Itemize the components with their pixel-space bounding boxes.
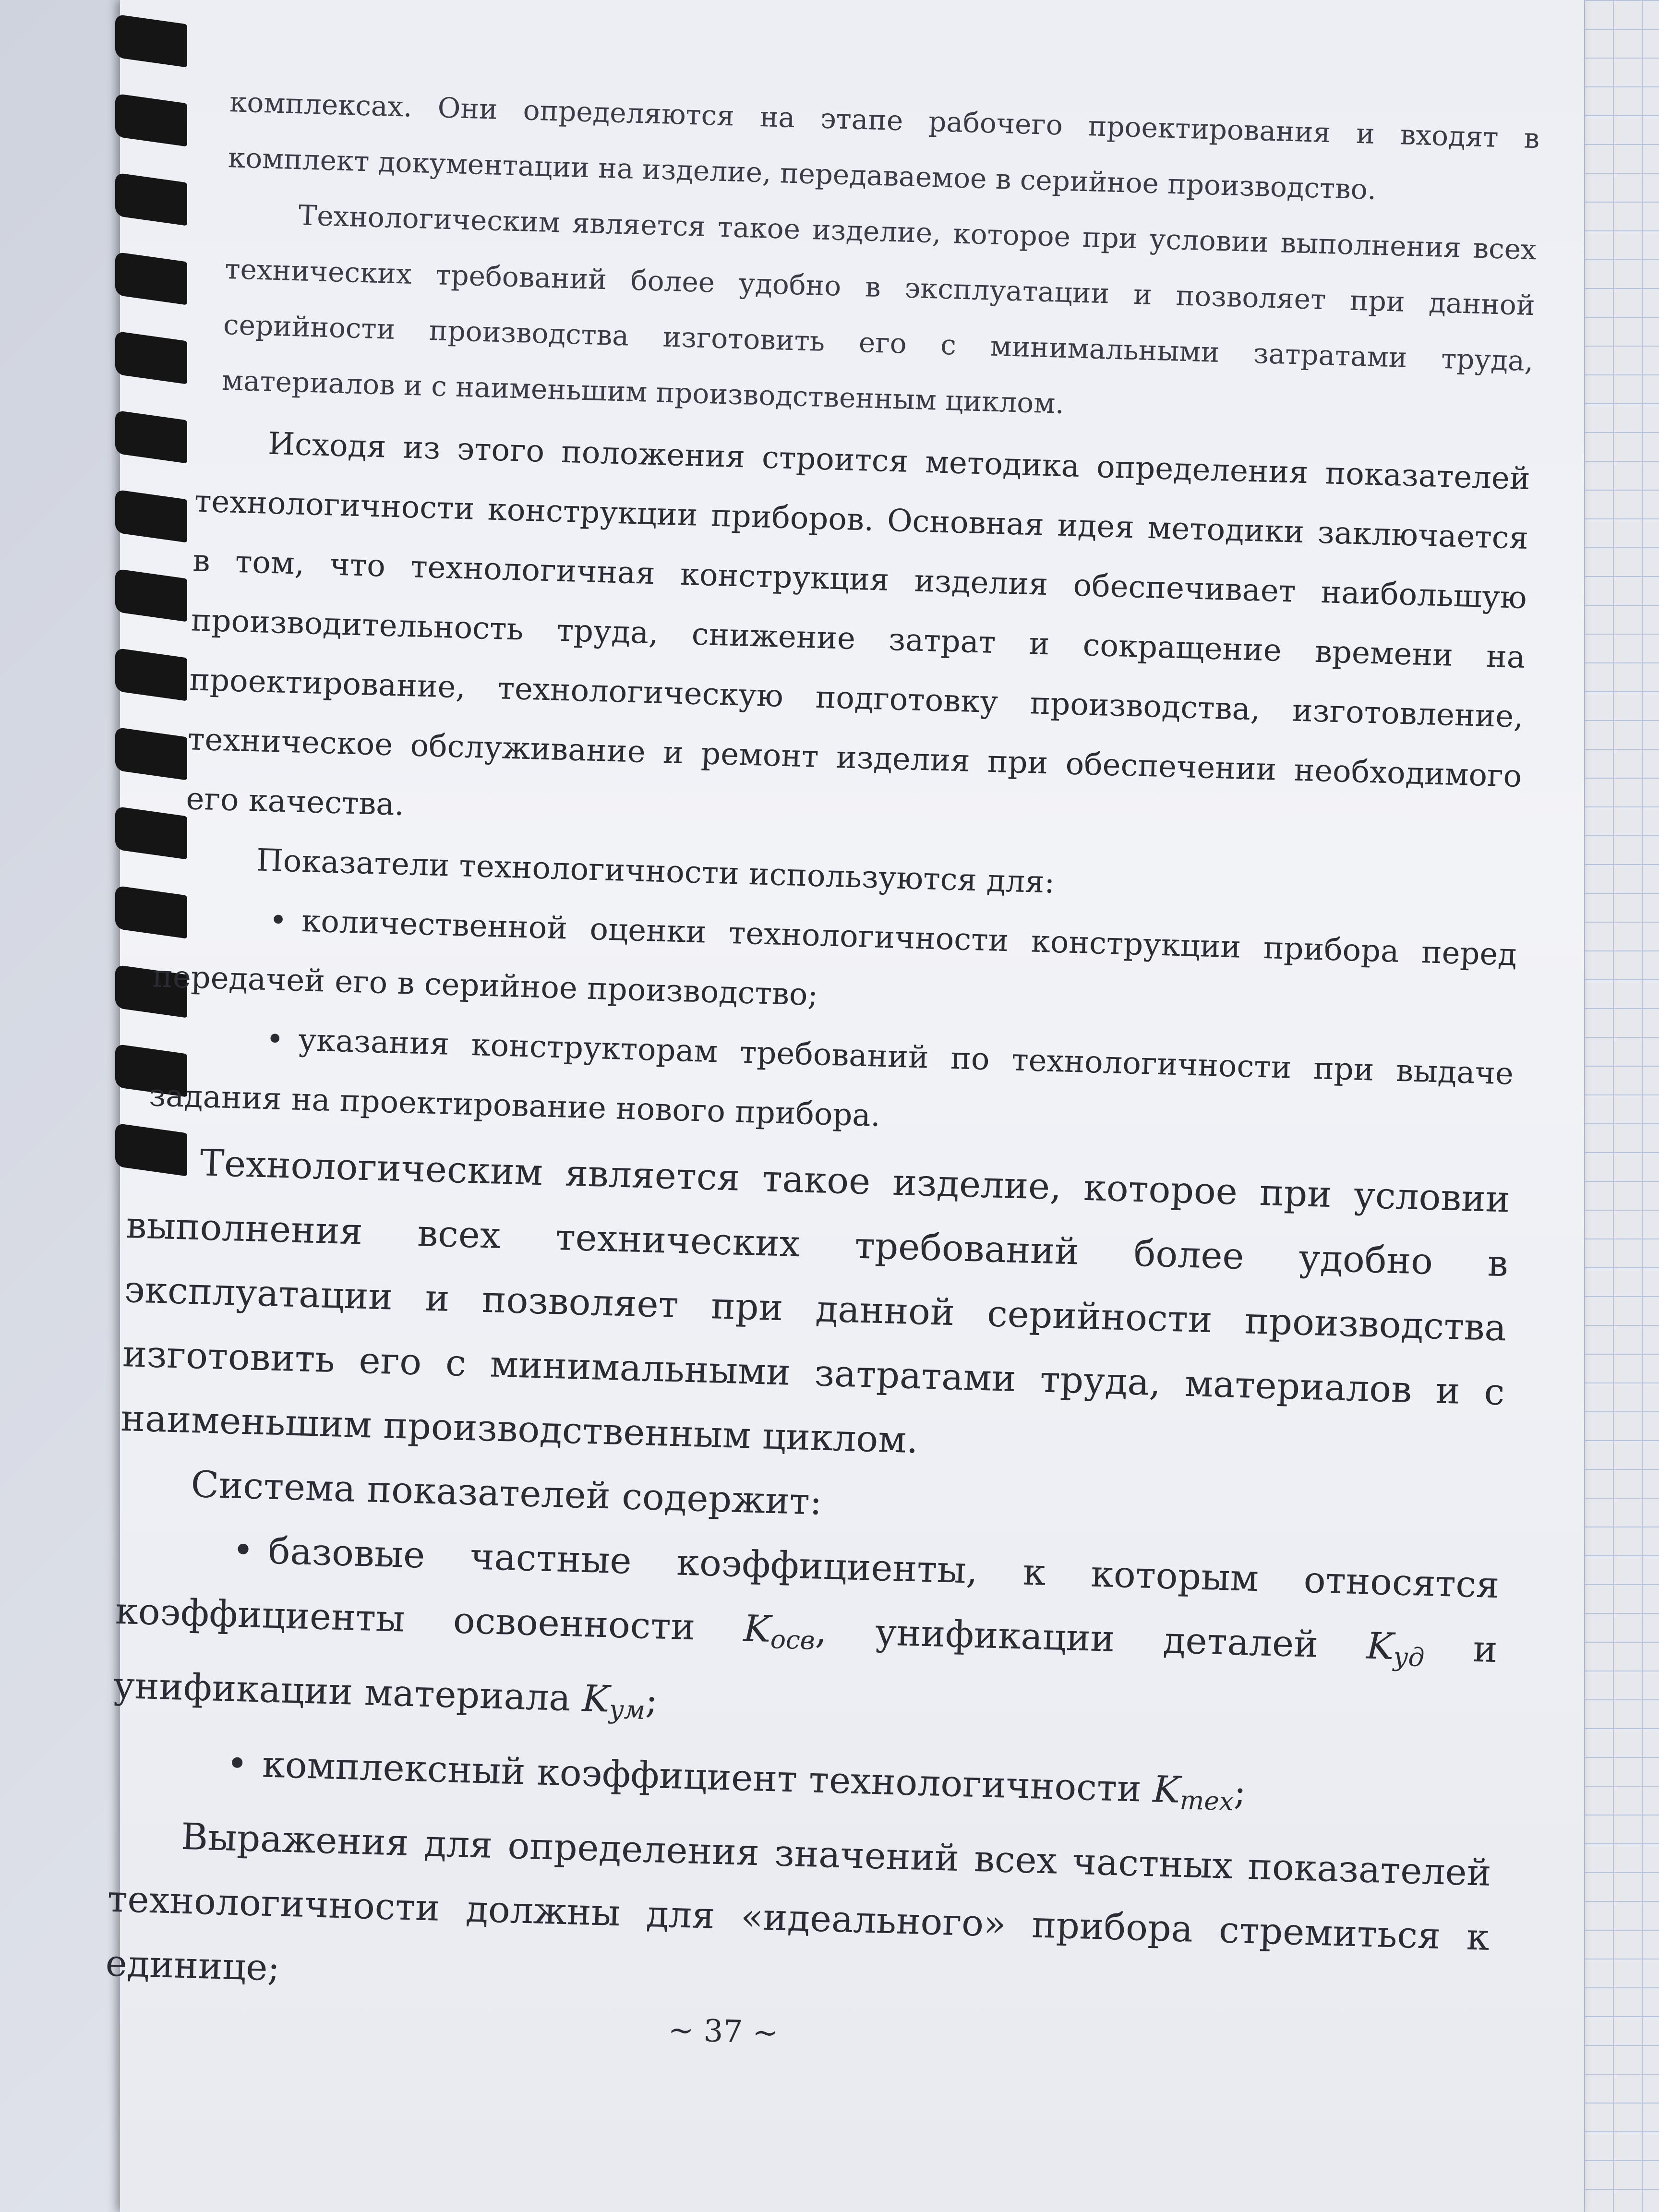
paragraph-methodology: Исходя из этого положения строится методика определения показателей технологичности конструкции приборов. Основная идея методики заключается в том, что технологичная конструкция изделия обеспечивает наибольшую производительность труда, снижение затрат и сокращение времени на проектирование, технологическую подготовку производства, изготовление, техническое обслуживание и ремонт изделия при обеспечении необходимого его качества. — [185, 426, 1531, 823]
bullet-complex-coefficient: • комплексный коэффициент технологичности Kтех; — [110, 1728, 1494, 1841]
bullet-marker: • — [231, 1528, 255, 1572]
bullet-marker: • — [268, 902, 288, 939]
page-number: ~ 37 ~ — [667, 2012, 779, 2051]
page-text — [104, 72, 1540, 2077]
paragraph-final: Выражения для определения значений всех частных показателей технологичности должны для «идеального» прибора стремиться к единице; — [105, 1815, 1492, 1989]
coef-k-ud: Kуд — [1366, 1624, 1425, 1673]
coef-k-um: Kум — [581, 1677, 646, 1726]
paragraph-definition-large: Технологическим является такое изделие, которое при условии выполнения всех технических требований более удобно в эксплуатации и позволяет при данной серийности производства изготовить его с минимальными затратами труда, материалов и с наименьшим производственным циклом. — [120, 1141, 1511, 1462]
paragraph-definition-small: Технологическим является такое изделие, которое при условии выполнения всех технических требований более удобно в эксплуатации и позволяет при данной серийности производства изготовить его с минимальными затратами труда, материалов и с наименьшим производственным циклом. — [221, 199, 1537, 420]
bullet-text: количественной оценки технологичности конструкции прибора перед передачей его в серийное производство; — [152, 903, 1517, 1013]
bullet-text: указания конструкторам требований по технологичности при выдаче задания на проектирование нового прибора. — [148, 1022, 1514, 1134]
bullet-marker: • — [226, 1741, 249, 1785]
bullet-base-coefficients: • базовые частные коэффициенты, к которым относятся коэффициенты освоенности Kосв, унификации деталей Kуд и унификации материала Kум; — [112, 1515, 1500, 1767]
system-heading: Система показателей содержит: — [190, 1463, 823, 1523]
bullet-marker: • — [265, 1022, 285, 1058]
coef-k-tex: Kтех — [1152, 1767, 1234, 1816]
coef-k-osv: Kосв — [743, 1607, 816, 1656]
paragraph-indicators-used-for: Показатели технологичности используются для: — [256, 842, 1056, 901]
paragraph-continuation: комплексах. Они определяются на этапе рабочего проектирования и входят в комплект документации на изделие, передаваемое в серийное производство. — [228, 85, 1540, 206]
